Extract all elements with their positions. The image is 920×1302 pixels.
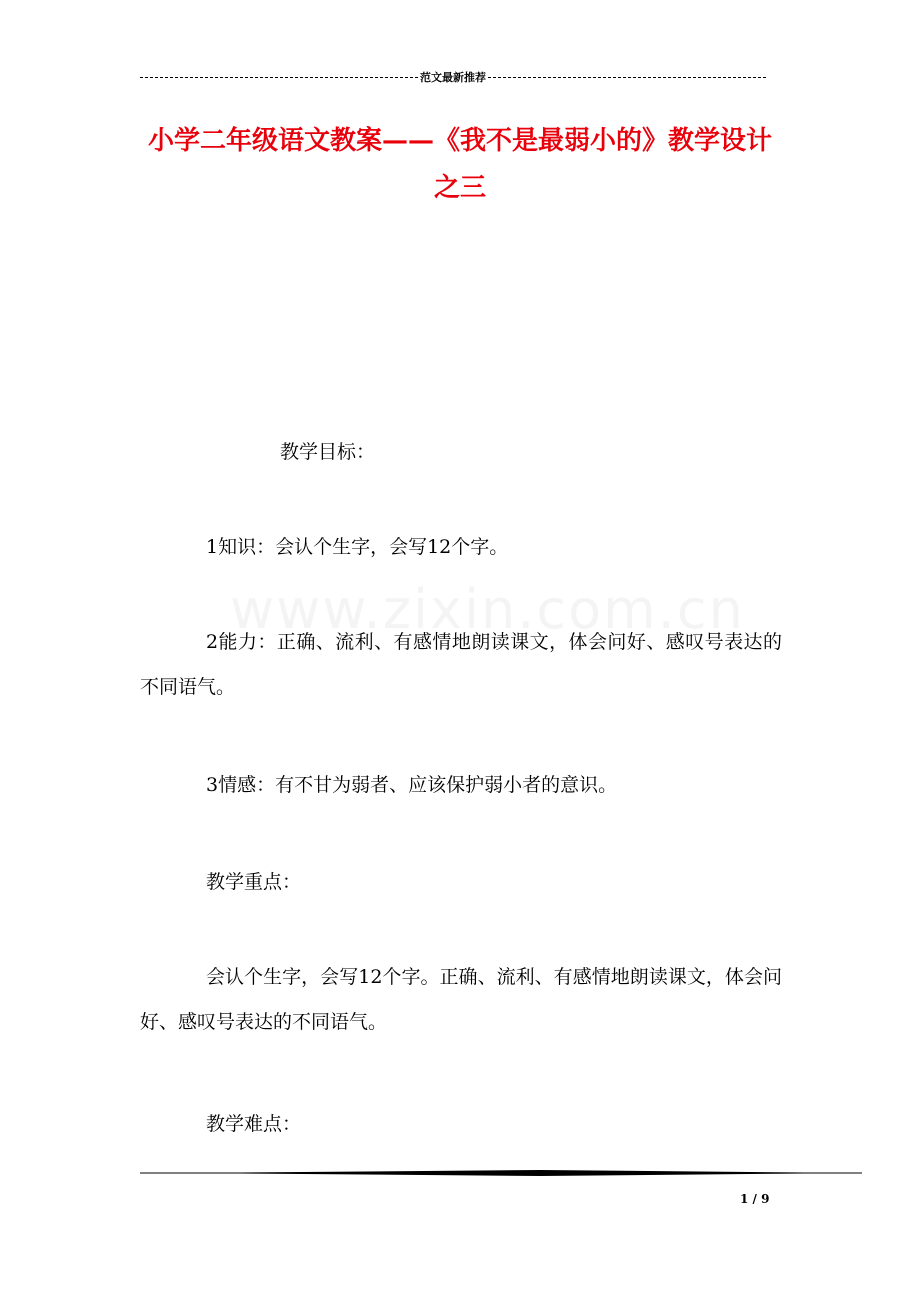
header-text: 范文最新推荐 [420,71,486,84]
paragraph-knowledge: 1知识：会认个生字，会写12个字。 [206,536,509,558]
section-heading-key-points: 教学重点： [206,871,302,893]
section-heading-difficulties: 教学难点： [206,1113,302,1135]
page-header [140,68,766,86]
page-number: 1 / 9 [740,1192,770,1206]
section-heading-objectives: 教学目标： [280,441,376,463]
header-dashes-right [488,77,766,78]
paragraph-key-points: 会认个生字，会写12个字。正确、流利、有感情地朗读课文，体会问好、感叹号表达的不同语气。 [140,966,782,1033]
footer-rule [140,1168,862,1180]
paragraph-emotion: 3情感：有不甘为弱者、应该保护弱小者的意识。 [206,774,618,796]
paragraph-ability: 2能力：正确、流利、有感情地朗读课文，体会问好、感叹号表达的不同语气。 [140,631,782,698]
header-dashes-left [140,77,418,78]
document-title: 小学二年级语文教案——《我不是最弱小的》教学设计之三 [147,126,772,203]
